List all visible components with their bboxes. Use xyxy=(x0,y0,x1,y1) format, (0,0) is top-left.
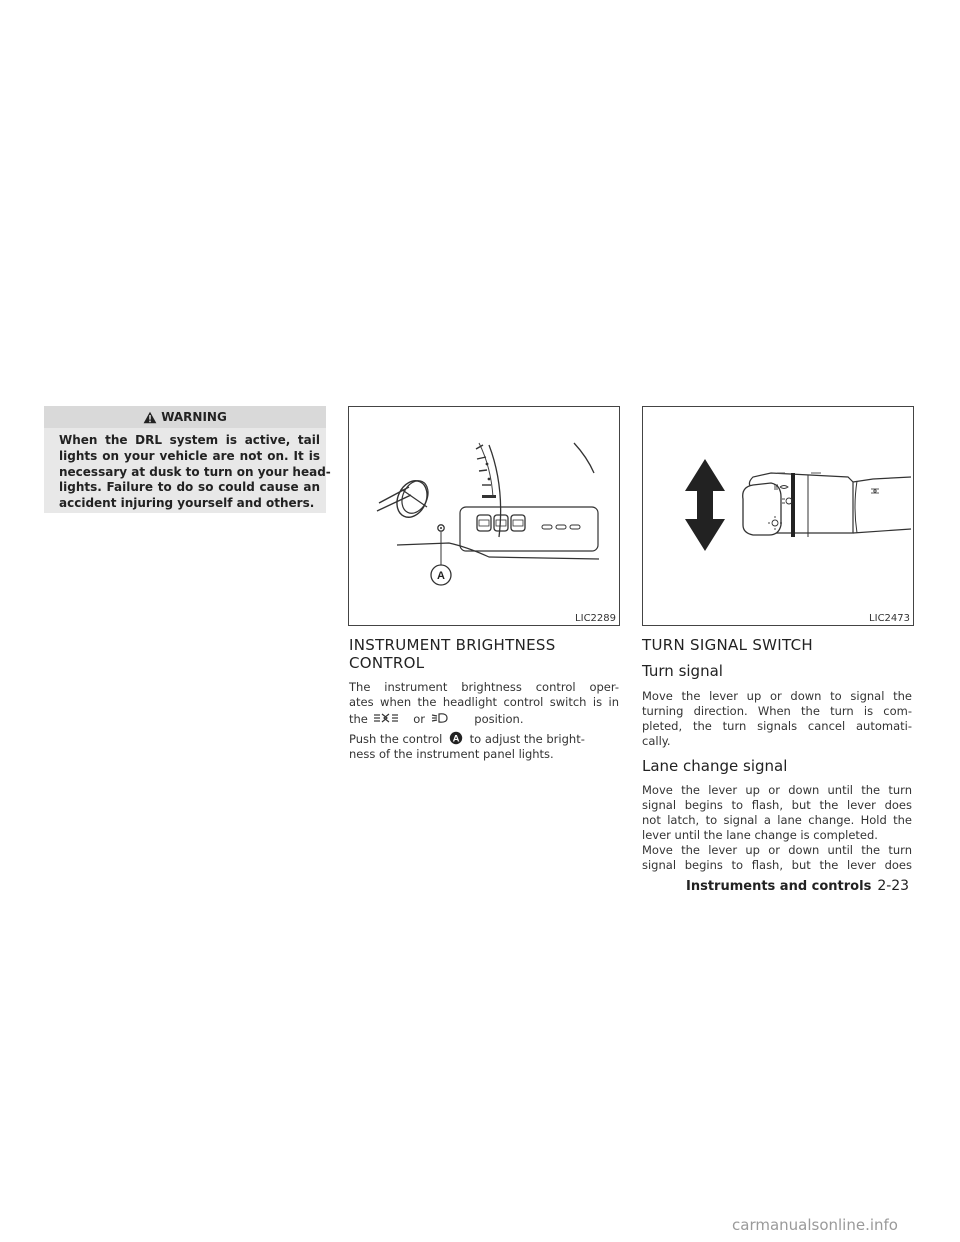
text-line: not latch, to signal a lane change. Hold the xyxy=(642,813,912,827)
text-line: turning direction. When the turn is com- xyxy=(642,704,912,718)
heading-line: INSTRUMENT BRIGHTNESS xyxy=(349,636,556,654)
text-line: signal begins to flash, but the lever does xyxy=(642,798,912,812)
text-line: Move the lever up or down until the turn xyxy=(642,783,912,797)
warning-line: accident injuring yourself and others. xyxy=(59,496,315,511)
text-line: ness of the instrument panel lights. xyxy=(349,747,554,761)
text-line: The instrument brightness control oper- xyxy=(349,680,619,694)
page-number: 2-23 xyxy=(877,878,910,894)
warning-title: WARNING xyxy=(161,410,227,424)
heading-instrument-brightness xyxy=(349,636,556,672)
figure-code: LIC2473 xyxy=(869,613,910,624)
headlight-beam-icon xyxy=(431,712,451,724)
turn-signal-lever-illustration xyxy=(643,407,913,625)
figure-instrument-brightness xyxy=(348,406,620,626)
text-rest: to adjust the bright- xyxy=(469,732,585,746)
instrument-panel-illustration xyxy=(349,407,619,625)
turn-signal-paragraph xyxy=(642,689,912,749)
text-line: pleted, the turn signals cancel automati- xyxy=(642,719,912,733)
svg-text:A: A xyxy=(452,733,460,745)
text-or: or xyxy=(413,712,425,726)
text-line: ates when the headlight control switch is in xyxy=(349,695,619,709)
text-line-with-icons xyxy=(349,712,619,729)
warning-body xyxy=(44,428,331,513)
figure-code: LIC2289 xyxy=(575,613,616,624)
heading-turn-signal: Turn signal xyxy=(642,662,723,680)
text-line: lever until the lane change is completed. xyxy=(642,828,878,842)
callout-a-label: A xyxy=(437,570,445,582)
text-line: cally. xyxy=(642,734,671,748)
warning-line: lights. Failure to do so could cause an xyxy=(59,480,320,495)
watermark: carmanualsonline.info xyxy=(732,1216,898,1234)
heading-turn-signal-switch: TURN SIGNAL SWITCH xyxy=(642,636,813,654)
text-line: Move the lever up or down to signal the xyxy=(642,689,912,703)
heading-line: CONTROL xyxy=(349,654,425,672)
up-down-arrow-icon xyxy=(685,459,725,551)
callout-a-icon xyxy=(449,731,463,745)
page-footer xyxy=(686,878,909,894)
text-line-with-callout xyxy=(349,732,619,747)
washer-icon xyxy=(871,489,879,493)
footer-section: Instruments and controls xyxy=(686,879,872,894)
text-position: position. xyxy=(474,712,524,726)
warning-header xyxy=(44,406,326,428)
headlight-icon xyxy=(372,712,402,724)
figure-turn-signal-switch xyxy=(642,406,914,626)
text-line: Move the lever up or down until the turn xyxy=(642,843,912,857)
text-push: Push the control xyxy=(349,732,443,746)
brightness-paragraph xyxy=(349,680,619,762)
warning-triangle-icon xyxy=(143,411,157,424)
warning-line: lights on your vehicle are not on. It is xyxy=(59,448,320,463)
text-line: signal begins to flash, but the lever does xyxy=(642,858,912,872)
warning-line: necessary at dusk to turn on your head- xyxy=(59,464,331,479)
text-the: the xyxy=(349,712,368,726)
lane-change-paragraph xyxy=(642,783,912,873)
warning-line: When the DRL system is active, tail xyxy=(59,433,320,447)
heading-lane-change-signal: Lane change signal xyxy=(642,757,788,775)
